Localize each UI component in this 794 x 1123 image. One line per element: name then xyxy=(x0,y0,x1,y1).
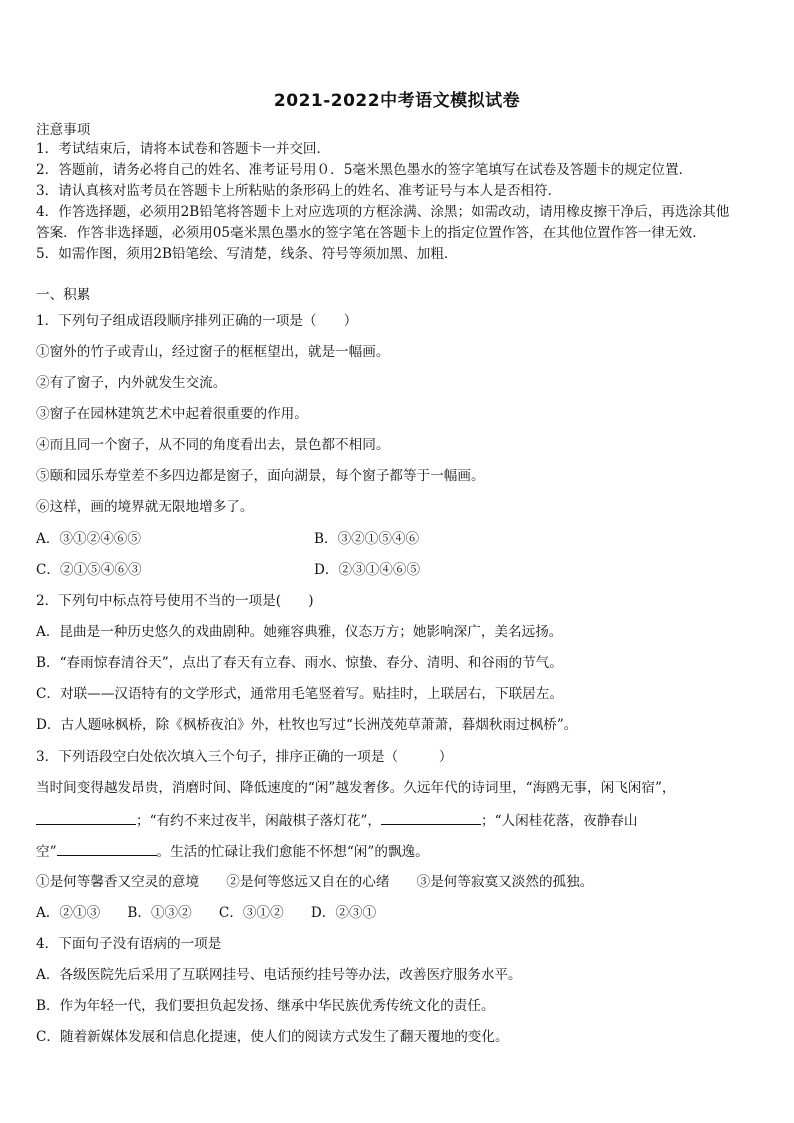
q3-text: 。生活的忙碌让我们愈能不怀想“闲”的飘逸。 xyxy=(156,844,429,860)
notice-item: 4．作答选择题，必须用2B铅笔将答题卡上对应选项的方框涂满、涂黑；如需改动，请用橡皮擦干净后，再选涂其他 xyxy=(36,204,730,220)
question-4-stem: 4．下面句子没有语病的一项是 xyxy=(36,936,222,952)
q3-passage-line xyxy=(36,810,758,830)
q1-sentence: ②有了窗子，内外就发生交流。 xyxy=(36,375,227,391)
section-heading: 一、积累 xyxy=(36,287,91,303)
q3-text: 空” xyxy=(36,844,57,860)
question-3-stem: 3．下列语段空白处依次填入三个句子，排序正确的一项是（ ） xyxy=(36,749,453,765)
q1-option-d: D．②③①④⑥⑤ xyxy=(314,562,421,578)
notice-item: 5．如需作图，须用2B铅笔绘、写清楚，线条、符号等须加黑、加粗． xyxy=(36,246,458,262)
q1-sentence: ①窗外的竹子或青山，经过窗子的框框望出，就是一幅画。 xyxy=(36,344,390,360)
q4-option-a: A．各级医院先后采用了互联网挂号、电话预约挂号等办法，改善医疗服务水平。 xyxy=(36,967,522,983)
answer-blank[interactable] xyxy=(36,810,136,825)
q2-option-d: D．古人题咏枫桥，除《枫桥夜泊》外，杜牧也写过“长洲茂苑草萧萧，暮烟秋雨过枫桥”。 xyxy=(36,717,578,733)
question-2-stem: 2．下列句中标点符号使用不当的一项是( ) xyxy=(36,593,314,609)
q1-sentence: ④而且同一个窗子，从不同的角度看出去，景色都不相同。 xyxy=(36,437,390,453)
question-1-stem: 1．下列句子组成语段顺序排列正确的一项是（ ） xyxy=(36,313,358,329)
q3-passage-line: 当时间变得越发昂贵，消磨时间、降低速度的“闲”越发奢侈。久远年代的诗词里，“海鸥无事，闲飞闲宿”， xyxy=(36,780,676,796)
q2-option-b: B．“春雨惊春清谷天”，点出了春天有立春、雨水、惊蛰、春分、清明、和谷雨的节气。 xyxy=(36,655,563,671)
q1-option-b: B．③②①⑤④⑥ xyxy=(314,531,420,547)
q3-text: ；“人闲桂花落，夜静春山 xyxy=(481,813,638,829)
notice-item: 1．考试结束后，请将本试卷和答题卡一并交回． xyxy=(36,141,331,157)
answer-blank[interactable] xyxy=(57,841,157,856)
q4-option-c: C．随着新媒体发展和信息化提速，使人们的阅读方式发生了翻天覆地的变化。 xyxy=(36,1029,509,1045)
q4-option-b: B．作为年轻一代，我们要担负起发扬、继承中华民族优秀传统文化的责任。 xyxy=(36,998,495,1014)
q1-sentence: ③窗子在园林建筑艺术中起着很重要的作用。 xyxy=(36,406,308,422)
answer-blank[interactable] xyxy=(381,810,481,825)
q3-passage-line xyxy=(36,841,758,861)
q1-sentence: ⑤颐和园乐寿堂差不多四边都是窗子，面向湖景，每个窗子都等于一幅画。 xyxy=(36,468,485,484)
notice-item: 答案．作答非选择题，必须用05毫米黑色墨水的签字笔在答题卡上的指定位置作答，在其他位置作答一律无效． xyxy=(36,225,706,241)
q1-option-a: A．③①②④⑥⑤ xyxy=(36,531,141,547)
q3-text: ；“有约不来过夜半，闲敲棋子落灯花”， xyxy=(136,813,381,829)
q3-options: A．②①③ B．①③② C．③①② D．②③① xyxy=(36,905,377,921)
q1-sentence: ⑥这样，画的境界就无限地增多了。 xyxy=(36,499,254,515)
page-title: 2021-2022中考语文模拟试卷 xyxy=(273,91,521,111)
q1-option-c: C．②①⑤④⑥③ xyxy=(36,562,142,578)
notice-item: 2．答题前，请务必将自己的姓名、准考证号用０．5毫米黑色墨水的签字笔填写在试卷及答题卡的规定位置． xyxy=(36,162,693,178)
q2-option-a: A．昆曲是一种历史悠久的戏曲剧种。她雍容典雅，仪态万方；她影响深广，美名远扬。 xyxy=(36,624,563,640)
notice-item: 3．请认真核对监考员在答题卡上所粘贴的条形码上的姓名、准考证号与本人是否相符． xyxy=(36,183,562,199)
notice-heading: 注意事项 xyxy=(36,122,91,138)
q2-option-c: C．对联——汉语特有的文学形式，通常用毛笔竖着写。贴挂时，上联居右，下联居左。 xyxy=(36,686,563,702)
q3-choices: ①是何等馨香又空灵的意境 ②是何等悠远又自在的心绪 ③是何等寂寞又淡然的孤独。 xyxy=(36,874,594,890)
